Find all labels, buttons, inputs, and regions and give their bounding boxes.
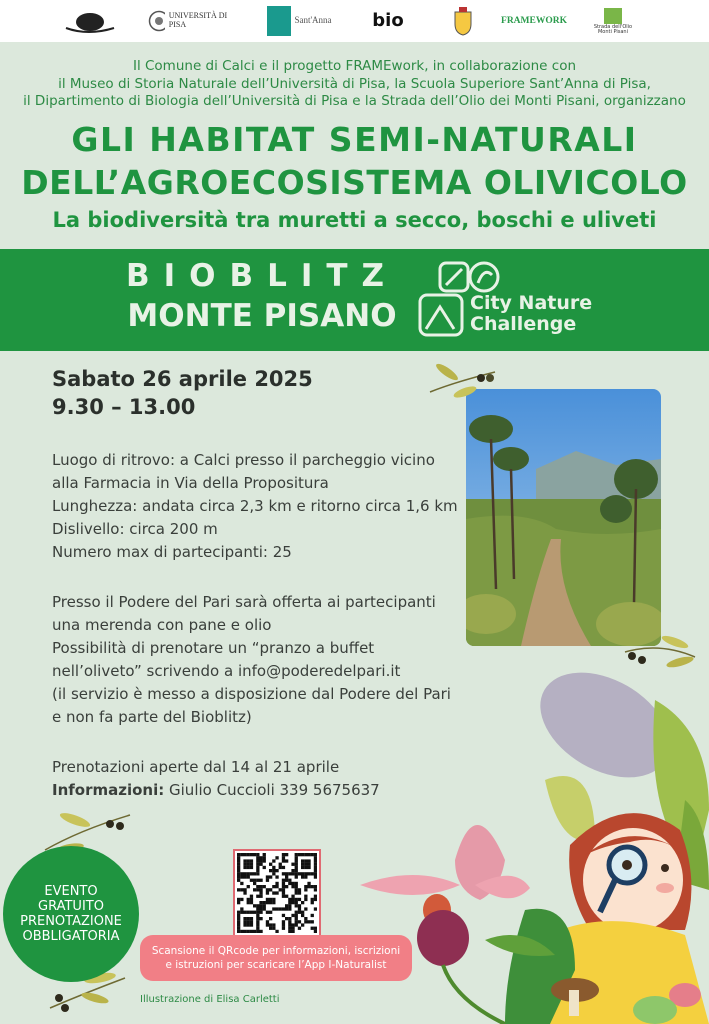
booking-block (52, 756, 380, 802)
coat-of-arms-icon (453, 6, 473, 36)
details-line: alla Farmacia in Via della Propositura (52, 474, 329, 492)
santanna-text: Sant'Anna (294, 15, 332, 26)
badge-line: GRATUITO (38, 899, 104, 914)
olive-branch-icon (620, 632, 700, 672)
event-date: Sabato 26 aprile 2025 (52, 367, 313, 391)
details-line: Dislivello: circa 200 m (52, 520, 218, 538)
strada-olio-text: Strada dell'Olio Monti Pisani (593, 23, 633, 35)
qr-note-line: e istruzioni per scaricare l’App I-Naturalist (165, 959, 387, 971)
details-line: Numero max di partecipanti: 25 (52, 543, 292, 561)
food-line: nell’oliveto” scrivendo a info@poderedelpari.it (52, 662, 401, 680)
info-value: Giulio Cuccioli 339 5675637 (164, 781, 380, 799)
orchid-petal (360, 875, 460, 895)
food-line: Possibilità di prenotare un “pranzo a buffet (52, 639, 375, 657)
santanna-logo (262, 4, 337, 38)
strada-olio-logo (593, 4, 633, 38)
details-line: Lunghezza: andata circa 2,3 km e ritorno circa 1,6 km (52, 497, 458, 515)
title-line-1: GLI HABITAT SEMI-NATURALI (71, 120, 638, 159)
qr-code-icon (237, 853, 317, 933)
qr-code[interactable] (233, 849, 321, 937)
unipi-text: UNIVERSITÀ DI PISA (168, 11, 228, 29)
event-time: 9.30 – 13.00 (52, 395, 196, 419)
logos-bar (0, 0, 709, 42)
info-label: Informazioni: (52, 781, 165, 799)
museo-logo (55, 4, 120, 38)
trail-photo (466, 389, 661, 646)
subtitle: La biodiversità tra muretti a secco, boschi e uliveti (52, 208, 657, 232)
orchid-lip (417, 910, 469, 966)
intro-text (0, 58, 709, 111)
food-line: (il servizio è messo a disposizione dal Podere del Pari (52, 685, 451, 703)
intro-line: il Dipartimento di Biologia dell’Università di Pisa e la Strada dell’Olio dei Monti Pisani, organizzano (23, 93, 686, 109)
free-event-badge (3, 846, 139, 982)
food-line: Presso il Podere del Pari sarà offerta ai partecipanti (52, 593, 436, 611)
city-nature-challenge-text (470, 293, 592, 335)
monte-pisano-title: MONTE PISANO (127, 298, 397, 334)
qr-note-line: Scansione il QRcode per informazioni, iscrizioni (151, 945, 401, 957)
bioblitz-title: BIOBLITZ (125, 258, 399, 294)
title-line-2: DELL’AGROECOSISTEMA OLIVICOLO (21, 163, 688, 202)
details-line: Luogo di ritrovo: a Calci presso il parcheggio vicino (52, 451, 435, 469)
badge-line: OBBLIGATORIA (22, 929, 120, 944)
calci-logo (450, 4, 476, 38)
booking-dates: Prenotazioni aperte dal 14 al 21 aprile (52, 758, 340, 776)
bio-logo (366, 4, 410, 38)
shell-icon (58, 6, 118, 36)
cnc-line-2: Challenge (470, 313, 577, 335)
illustration-credit: Illustrazione di Elisa Carletti (140, 994, 280, 1005)
booking-info (52, 779, 380, 802)
olive-icon (603, 7, 623, 25)
cnc-line-1: City Nature (470, 292, 593, 314)
santanna-block (267, 6, 291, 36)
details-block (52, 449, 458, 564)
food-line: una merenda con pane e olio (52, 616, 272, 634)
olive-branch-icon (425, 352, 500, 402)
unipi-logo (148, 4, 228, 38)
framework-logo (503, 4, 565, 38)
badge-line: PRENOTAZIONE (20, 914, 122, 929)
intro-line: Il Comune di Calci e il progetto FRAMEwork, in collaborazione con (132, 58, 577, 74)
trail-landscape (466, 389, 661, 646)
framework-text: FRAMEWORK (501, 15, 567, 26)
intro-line: il Museo di Storia Naturale dell’Università di Pisa, la Scuola Superiore Sant’Anna di Pisa, (58, 75, 651, 92)
seal-icon (148, 10, 165, 32)
badge-line: EVENTO (44, 884, 98, 899)
bio-text: bio (372, 10, 404, 32)
qr-instructions (140, 935, 412, 981)
food-line: e non fa parte del Bioblitz) (52, 708, 252, 726)
